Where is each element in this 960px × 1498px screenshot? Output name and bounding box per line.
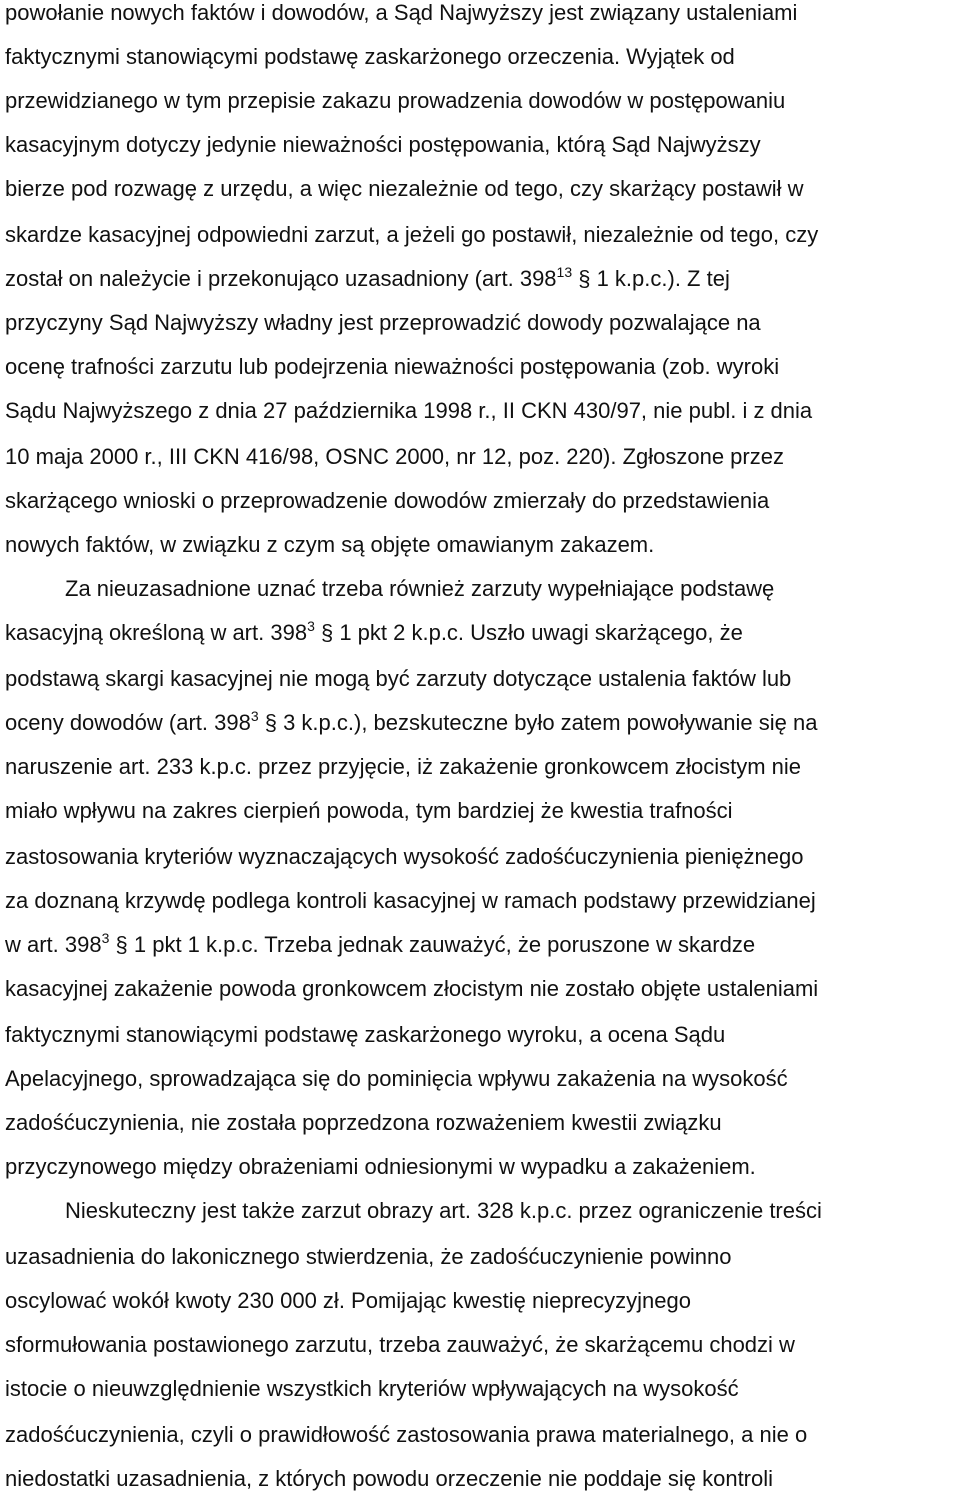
text-line: niedostatki uzasadnienia, z których powodu orzeczenie nie poddaje się kontroli — [5, 1466, 774, 1491]
text-segment: § 1 pkt 2 k.p.c. Uszło uwagi skarżącego, że — [314, 620, 743, 645]
superscript: 3 — [250, 708, 259, 724]
paragraph-first-line: Za nieuzasadnione uznać trzeba również zarzuty wypełniające podstawę — [65, 576, 775, 601]
text-line — [5, 620, 743, 646]
text-line: zadośćuczynienia, czyli o prawidłowość zastosowania prawa materialnego, a nie o — [5, 1422, 808, 1447]
text-line: Sądu Najwyższego z dnia 27 października 1998 r., II CKN 430/97, nie publ. i z dnia — [5, 398, 813, 423]
text-line: nowych faktów, w związku z czym są objęte omawianym zakazem. — [5, 532, 655, 557]
superscript: 3 — [101, 930, 110, 946]
text-segment: w art. 398 — [5, 932, 102, 957]
text-line: zastosowania kryteriów wyznaczających wysokość zadośćuczynienia pieniężnego — [5, 844, 804, 869]
text-segment: oceny dowodów (art. 398 — [5, 710, 251, 735]
text-line: podstawą skargi kasacyjnej nie mogą być zarzuty dotyczące ustalenia faktów lub — [5, 666, 792, 691]
text-segment: § 3 k.p.c.), bezskuteczne było zatem powoływanie się na — [258, 710, 818, 735]
text-line: zadośćuczynienia, nie została poprzedzona rozważeniem kwestii związku — [5, 1110, 722, 1135]
text-line — [5, 710, 817, 736]
text-line: przyczynowego między obrażeniami odniesionymi w wypadku a zakażeniem. — [5, 1154, 756, 1179]
text-segment: § 1 k.p.c.). Z tej — [572, 266, 730, 291]
text-line — [5, 932, 755, 958]
text-line: faktycznymi stanowiącymi podstawę zaskarżonego wyroku, a ocena Sądu — [5, 1022, 726, 1047]
superscript: 13 — [556, 264, 573, 280]
text-line: oscylować wokół kwoty 230 000 zł. Pomijając kwestię nieprecyzyjnego — [5, 1288, 691, 1313]
text-segment: § 1 pkt 1 k.p.c. Trzeba jednak zauważyć, że poruszone w skardze — [109, 932, 756, 957]
text-line: miało wpływu na zakres cierpień powoda, tym bardziej że kwestia trafności — [5, 798, 733, 823]
text-line: bierze pod rozwagę z urzędu, a więc niezależnie od tego, czy skarżący postawił w — [5, 176, 804, 201]
text-line: przyczyny Sąd Najwyższy władny jest przeprowadzić dowody pozwalające na — [5, 310, 761, 335]
paragraph-first-line: Nieskuteczny jest także zarzut obrazy art. 328 k.p.c. przez ograniczenie treści — [65, 1198, 822, 1223]
text-line: powołanie nowych faktów i dowodów, a Sąd Najwyższy jest związany ustaleniami — [5, 0, 798, 25]
text-line: uzasadnienia do lakonicznego stwierdzenia, że zadośćuczynienie powinno — [5, 1244, 732, 1269]
text-line: istocie o nieuwzględnienie wszystkich kryteriów wpływających na wysokość — [5, 1376, 739, 1401]
text-line: przewidzianego w tym przepisie zakazu prowadzenia dowodów w postępowaniu — [5, 88, 786, 113]
text-line: kasacyjnej zakażenie powoda gronkowcem złocistym nie zostało objęte ustaleniami — [5, 976, 819, 1001]
text-segment: został on należycie i przekonująco uzasadniony (art. 398 — [5, 266, 557, 291]
text-line: kasacyjnym dotyczy jedynie nieważności postępowania, którą Sąd Najwyższy — [5, 132, 761, 157]
text-line: skarżącego wnioski o przeprowadzenie dowodów zmierzały do przedstawienia — [5, 488, 770, 513]
text-line: Apelacyjnego, sprowadzająca się do pominięcia wpływu zakażenia na wysokość — [5, 1066, 788, 1091]
text-line: skardze kasacyjnej odpowiedni zarzut, a jeżeli go postawił, niezależnie od tego, czy — [5, 222, 819, 247]
text-line: ocenę trafności zarzutu lub podejrzenia nieważności postępowania (zob. wyroki — [5, 354, 780, 379]
text-line: sformułowania postawionego zarzutu, trzeba zauważyć, że skarżącemu chodzi w — [5, 1332, 795, 1357]
text-line — [5, 266, 730, 292]
text-segment: kasacyjną określoną w art. 398 — [5, 620, 308, 645]
text-line: za doznaną krzywdę podlega kontroli kasacyjnej w ramach podstawy przewidzianej — [5, 888, 816, 913]
superscript: 3 — [307, 618, 315, 634]
text-line: faktycznymi stanowiącymi podstawę zaskarżonego orzeczenia. Wyjątek od — [5, 44, 735, 69]
text-line: naruszenie art. 233 k.p.c. przez przyjęcie, iż zakażenie gronkowcem złocistym nie — [5, 754, 802, 779]
text-line: 10 maja 2000 r., III CKN 416/98, OSNC 2000, nr 12, poz. 220). Zgłoszone przez — [5, 444, 784, 469]
